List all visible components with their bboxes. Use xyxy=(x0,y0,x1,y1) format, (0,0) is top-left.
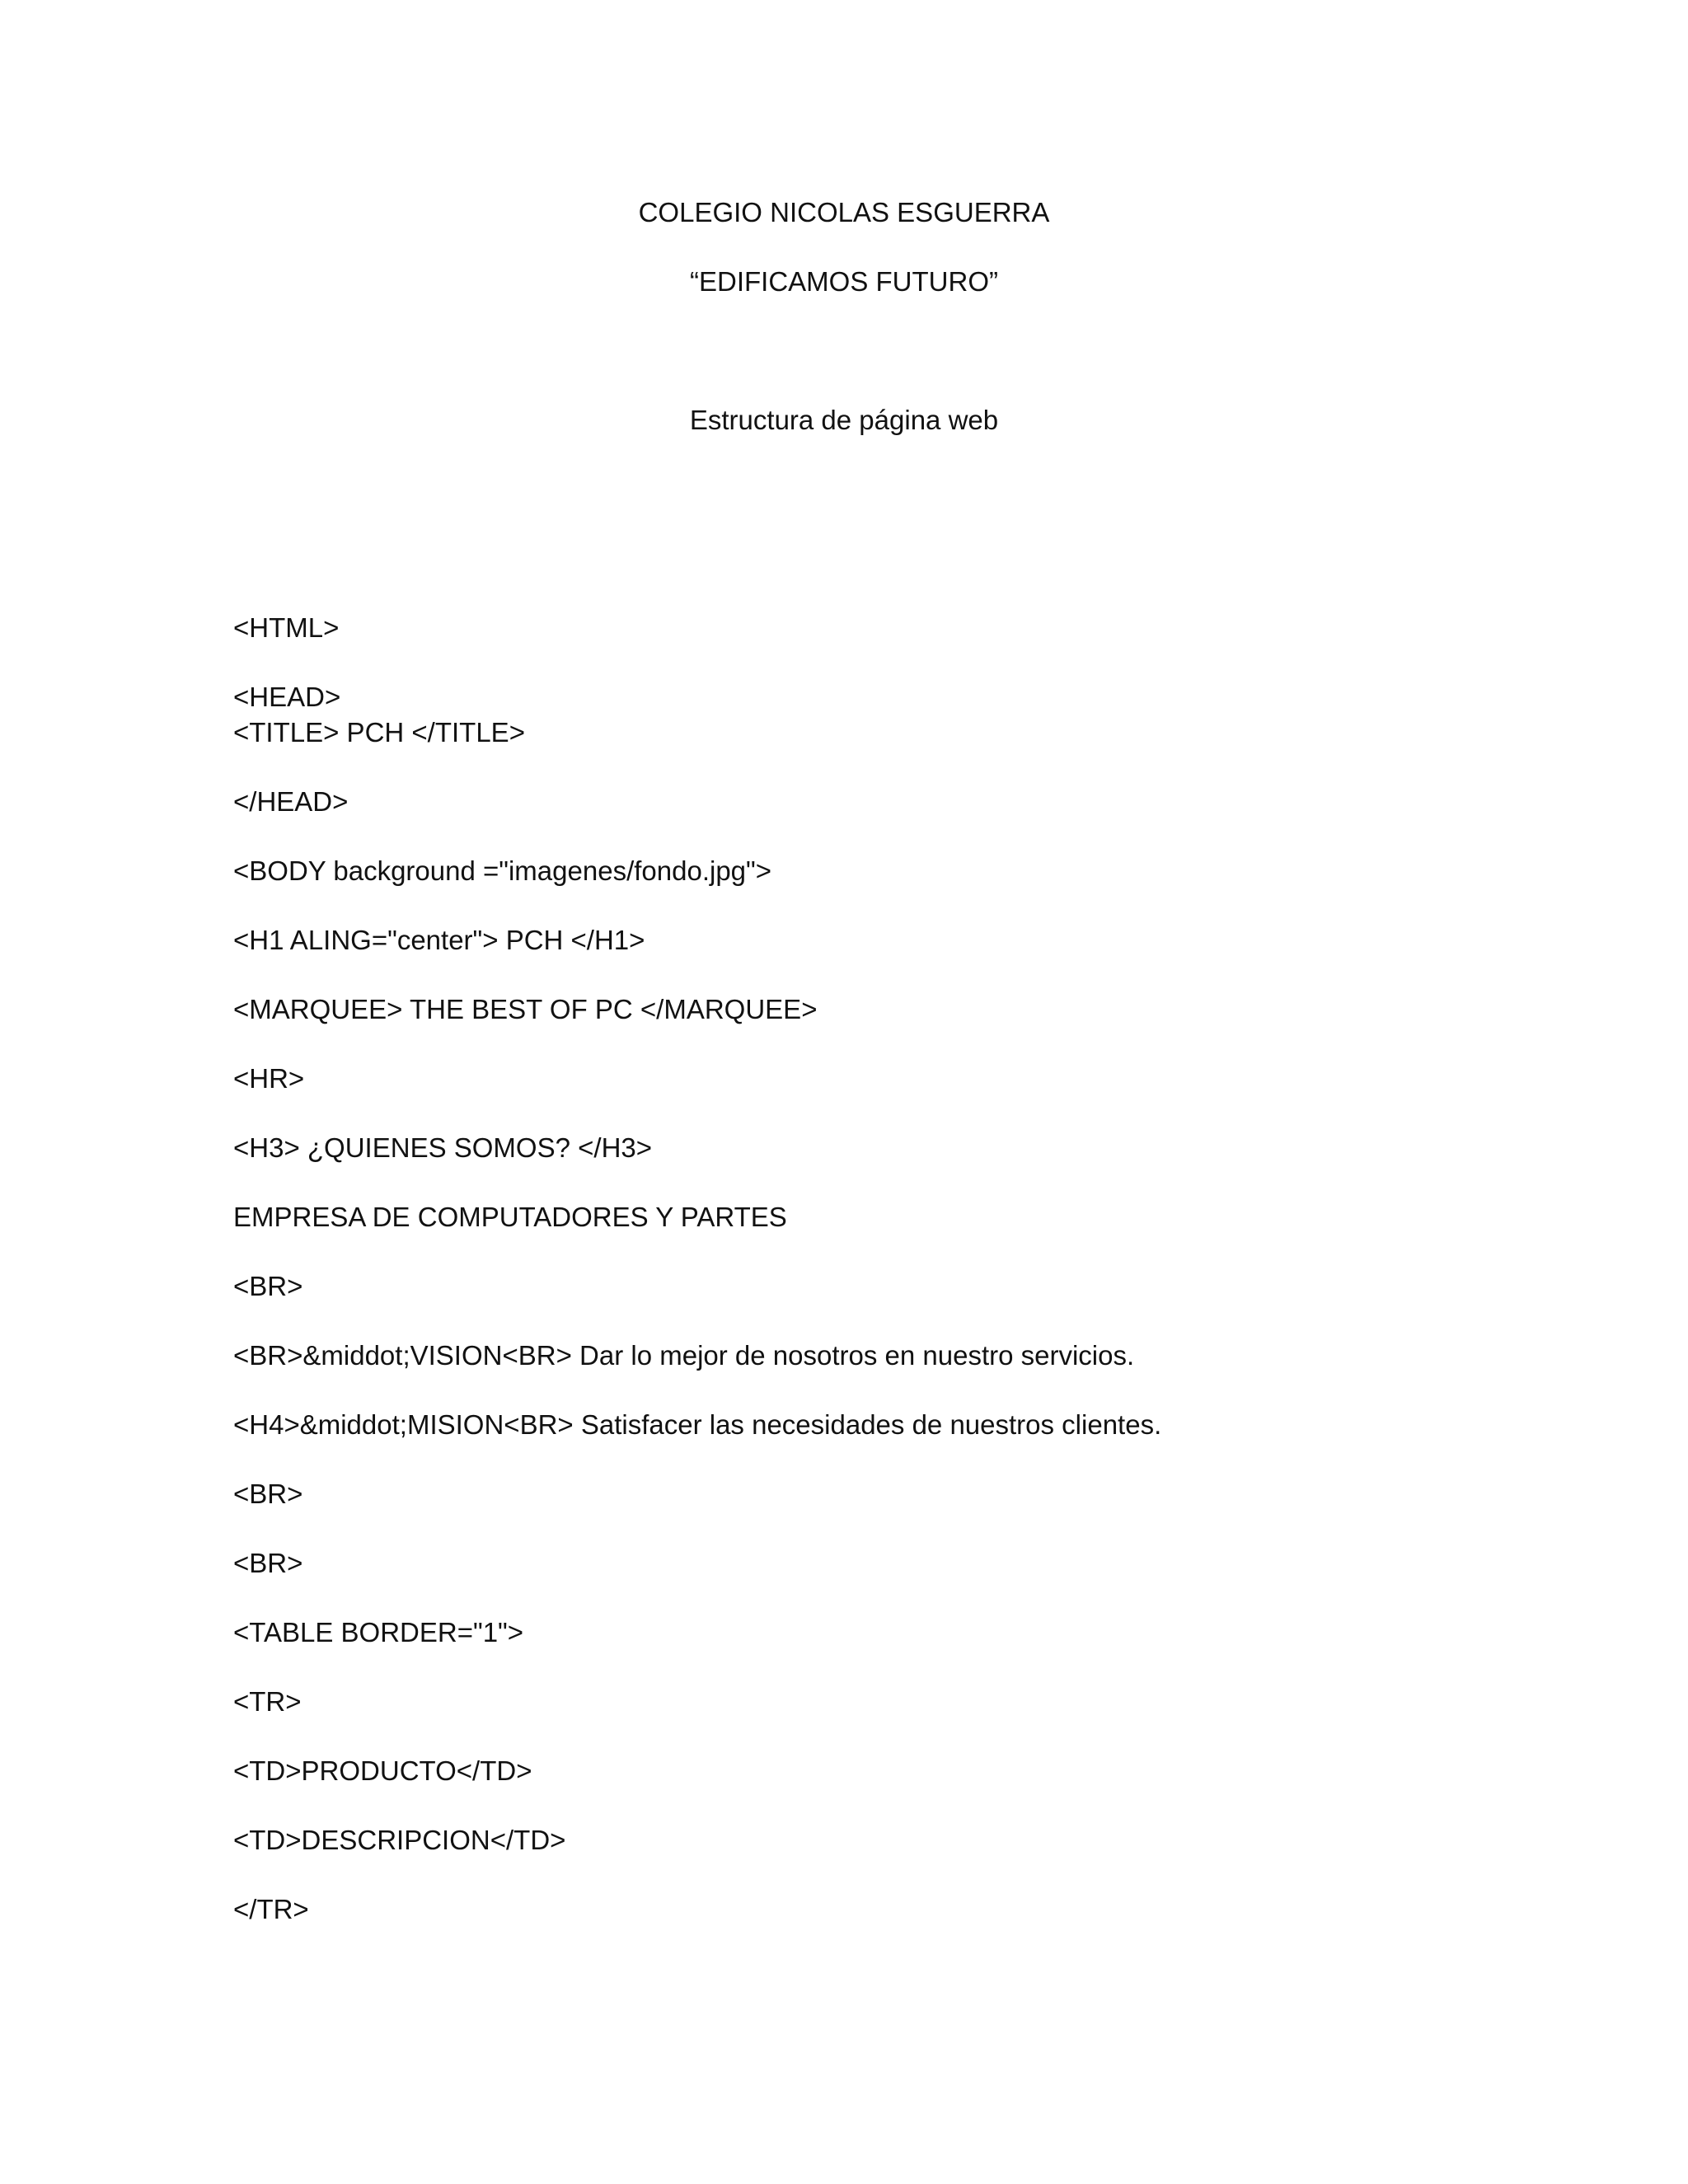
code-line: EMPRESA DE COMPUTADORES Y PARTES xyxy=(233,1202,787,1232)
code-line: <BR> xyxy=(233,1479,303,1509)
code-line: <HTML> xyxy=(233,612,340,643)
code-line: <MARQUEE> THE BEST OF PC </MARQUEE> xyxy=(233,994,818,1024)
code-line: <BR>&middot;VISION<BR> Dar lo mejor de nosotros en nuestro servicios. xyxy=(233,1340,1135,1371)
code-line: <TITLE> PCH </TITLE> xyxy=(233,717,525,748)
school-motto: “EDIFICAMOS FUTURO” xyxy=(690,266,998,297)
code-line: <H4>&middot;MISION<BR> Satisfacer las necesidades de nuestros clientes. xyxy=(233,1409,1162,1440)
code-line: <TD>DESCRIPCION</TD> xyxy=(233,1825,566,1855)
code-line: <TD>PRODUCTO</TD> xyxy=(233,1755,532,1786)
code-line: </TR> xyxy=(233,1894,309,1924)
code-line: <HR> xyxy=(233,1063,305,1094)
document-subtitle: Estructura de página web xyxy=(689,405,999,435)
code-line: <TR> xyxy=(233,1686,302,1717)
code-line: <BODY background ="imagenes/fondo.jpg"> xyxy=(233,855,772,886)
code-line: <H3> ¿QUIENES SOMOS? </H3> xyxy=(233,1132,653,1163)
code-line: <BR> xyxy=(233,1548,303,1578)
code-line: <HEAD> xyxy=(233,682,341,712)
code-line: </HEAD> xyxy=(233,786,349,817)
code-line: <H1 ALING="center"> PCH </H1> xyxy=(233,925,645,955)
school-name: COLEGIO NICOLAS ESGUERRA xyxy=(638,197,1050,227)
code-line: <BR> xyxy=(233,1271,303,1301)
code-line: <TABLE BORDER="1"> xyxy=(233,1617,524,1647)
